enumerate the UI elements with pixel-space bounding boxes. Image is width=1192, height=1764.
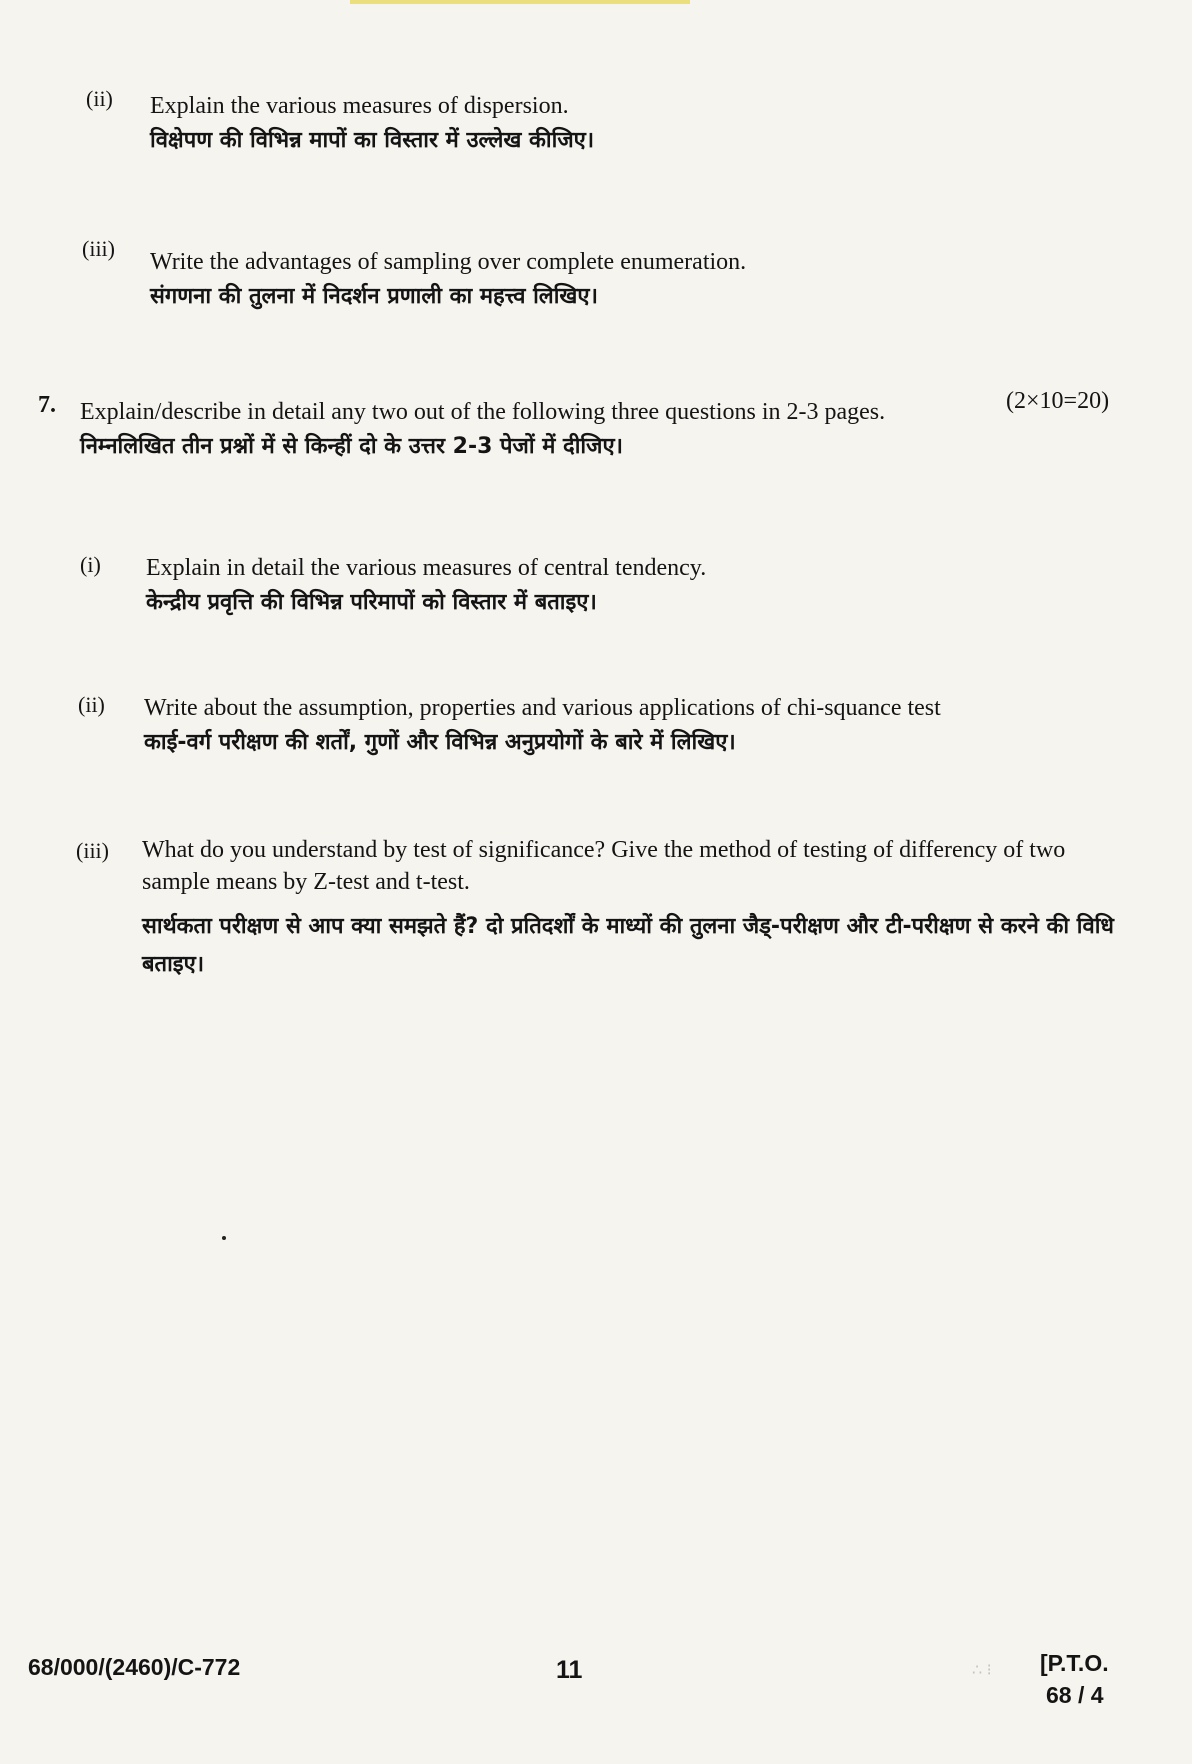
q7-iii-english: What do you understand by test of significance? Give the method of testing of differency of two sample means by Z-test and t-test. — [142, 837, 1066, 895]
sheet-number: 68 / 4 — [1046, 1682, 1104, 1708]
q7-iii — [142, 834, 1132, 984]
q6-iii — [150, 246, 746, 316]
top-edge-mark — [350, 0, 690, 4]
q7-ii-hindi: काई-वर्ग परीक्षण की शर्तों, गुणों और विभिन्न अनुप्रयोगों के बारे में लिखिए। — [144, 730, 736, 755]
q7-ii-number: (ii) — [78, 692, 105, 717]
q7-instruction-hindi: निम्नलिखित तीन प्रश्नों में से किन्हीं दो के उत्तर 2-3 पेजों में दीजिए। — [80, 434, 623, 459]
q6-iii-hindi: संगणना की तुलना में निदर्शन प्रणाली का महत्त्व लिखिए। — [150, 284, 598, 309]
q6-iii-english: Write the advantages of sampling over complete enumeration. — [150, 249, 747, 275]
pto: [P.T.O. — [1040, 1650, 1109, 1676]
faint-mark: ∴ ⁝ — [972, 1662, 992, 1679]
q7-iii-number: (iii) — [76, 838, 109, 863]
stray-mark — [222, 1236, 226, 1240]
q6-iii-number: (iii) — [82, 236, 115, 261]
page-number: 11 — [556, 1656, 583, 1684]
q7-number: 7. — [38, 392, 56, 418]
q6-ii-hindi: विक्षेपण की विभिन्न मापों का विस्तार में उल्लेख कीजिए। — [150, 128, 595, 153]
q6-ii-number: (ii) — [86, 86, 113, 111]
q7-i-number: (i) — [80, 552, 101, 577]
q7-iii-hindi: सार्थकता परीक्षण से आप क्या समझते हैं? दो प्रतिदर्शों के माध्यों की तुलना जैड्-परीक्षण और टी-परीक्षण से करने की विधि बताइए। — [142, 914, 1114, 977]
q6-ii-english: Explain the various measures of dispersion. — [150, 93, 569, 119]
paper-code: 68/000/(2460)/C-772 — [28, 1654, 241, 1680]
q7-ii — [144, 692, 941, 762]
q7-instruction-english: Explain/describe in detail any two out of the following three questions in 2-3 pages. — [80, 399, 886, 425]
q7-ii-english: Write about the assumption, properties and various applications of chi-squance test — [144, 695, 941, 721]
q7-i — [146, 552, 706, 622]
q6-ii — [150, 90, 594, 160]
q7-instruction — [80, 396, 885, 466]
q7-marks: (2×10=20) — [1006, 388, 1110, 414]
q7-i-english: Explain in detail the various measures of central tendency. — [146, 555, 707, 581]
q7-i-hindi: केन्द्रीय प्रवृत्ति की विभिन्न परिमापों को विस्तार में बताइए। — [146, 590, 597, 615]
